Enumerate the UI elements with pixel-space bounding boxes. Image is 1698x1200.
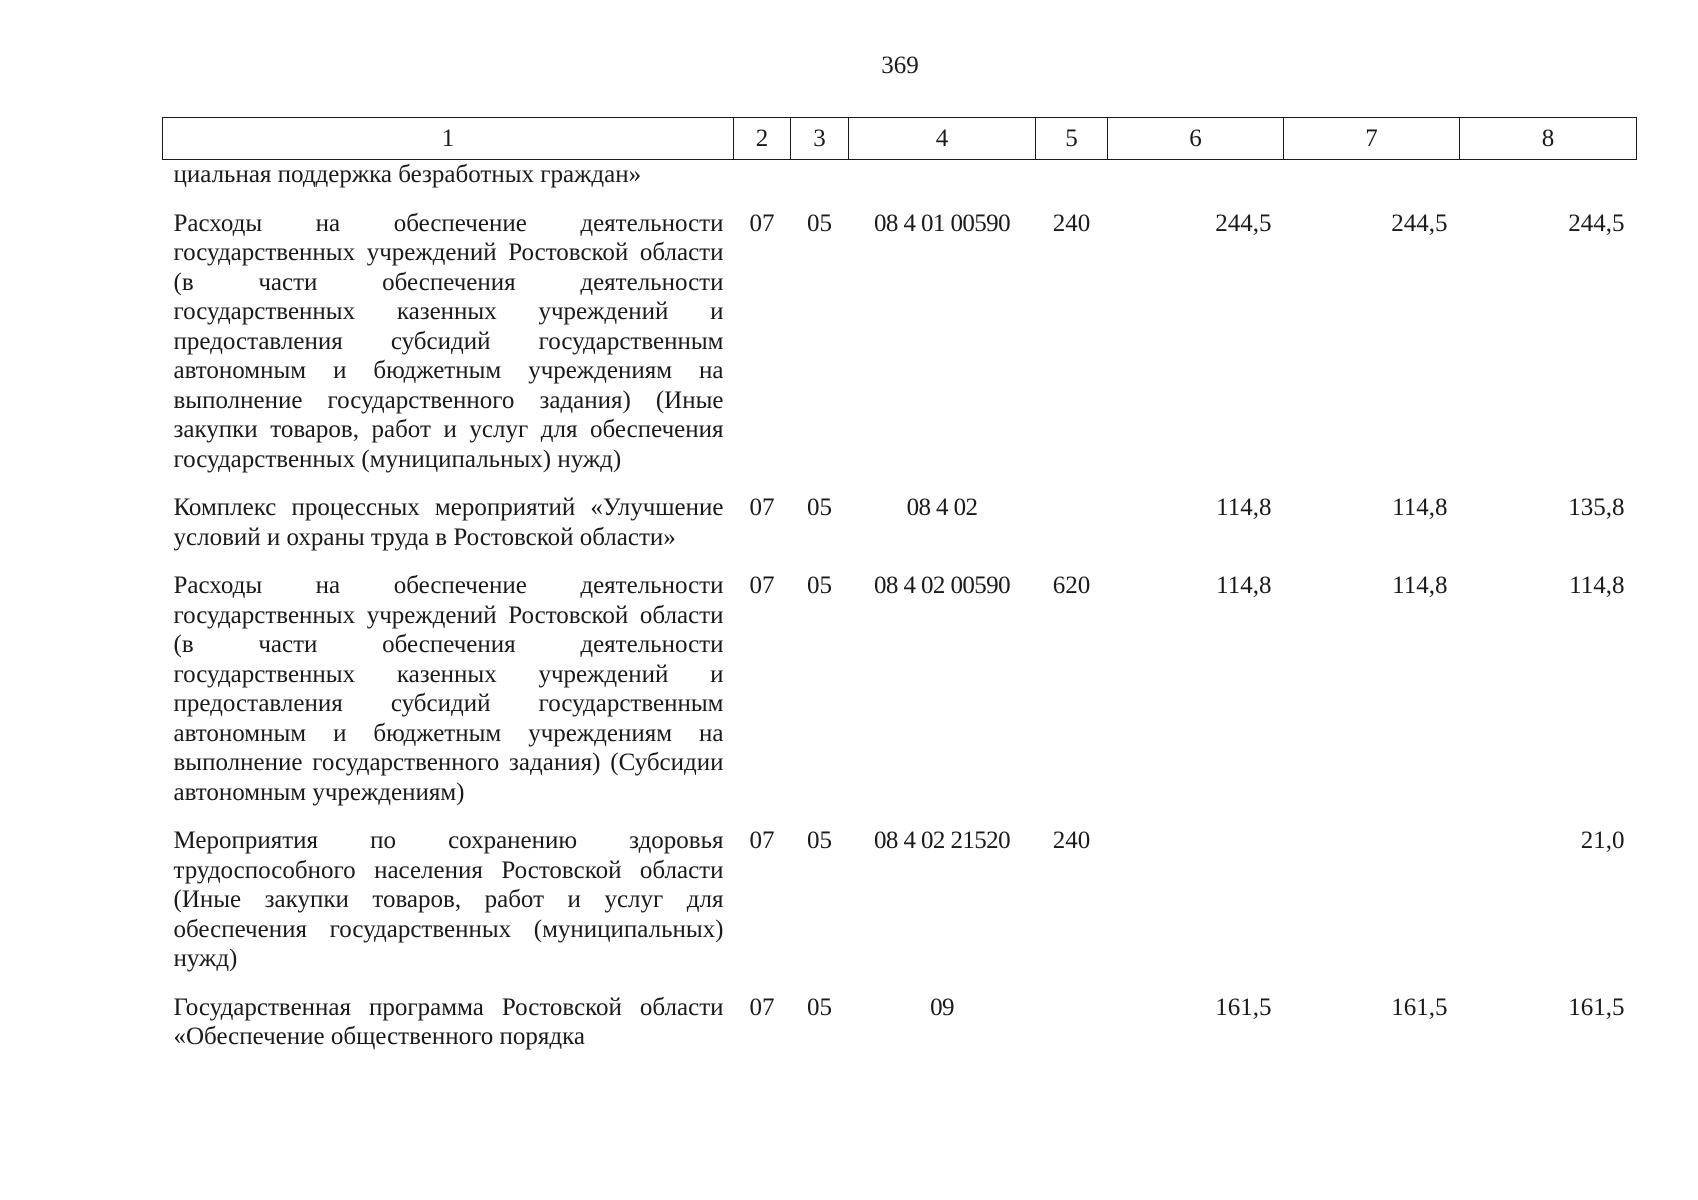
- row-expense-type: [1036, 160, 1108, 196]
- row-amount-col6: 114,8: [1216, 572, 1272, 599]
- budget-table: [162, 117, 1637, 1058]
- row-expense-type: 240: [1052, 209, 1091, 237]
- col-header-3: 3: [791, 118, 849, 160]
- row-subsection: 05: [807, 827, 832, 854]
- table-row: [163, 813, 1637, 980]
- row-subsection: 05: [807, 993, 832, 1021]
- row-amount-col7: [1284, 813, 1460, 980]
- row-target-code: 08 4 02 00590: [874, 572, 1010, 599]
- row-section: 07: [749, 209, 775, 237]
- row-expense-type: [1036, 980, 1108, 1058]
- row-amount-col8: [1460, 160, 1637, 196]
- row-name: Мероприятия по сохранению здоровья трудоспособного населения Ростовской области (Иные закупки товаров, работ и услуг для обеспечения государственных (муниципальных) нужд): [173, 827, 724, 972]
- table-row: [163, 558, 1637, 813]
- row-amount-col8: 21,0: [1580, 827, 1625, 854]
- row-subsection: 05: [807, 209, 832, 237]
- row-amount-col6: 244,5: [1215, 209, 1272, 237]
- row-amount-col7: 161,5: [1391, 993, 1448, 1021]
- row-amount-col6: [1108, 813, 1284, 980]
- row-subsection: 05: [807, 494, 832, 521]
- page-number: 369: [881, 52, 919, 79]
- row-amount-col8: 161,5: [1568, 993, 1625, 1021]
- row-expense-type: 620: [1052, 572, 1091, 599]
- row-section: 07: [749, 494, 775, 521]
- row-section: [734, 160, 791, 196]
- col-header-6: 6: [1108, 118, 1284, 160]
- row-amount-col8: 244,5: [1568, 209, 1625, 237]
- table-row: [163, 480, 1637, 558]
- row-amount-col6: 161,5: [1215, 993, 1272, 1021]
- table-row: [163, 196, 1637, 481]
- row-expense-type: [1036, 480, 1108, 558]
- row-amount-col6: [1108, 160, 1284, 196]
- col-header-1: 1: [163, 118, 734, 160]
- row-subsection: [791, 160, 849, 196]
- row-amount-col7: 114,8: [1392, 494, 1448, 521]
- row-subsection: 05: [807, 572, 832, 599]
- row-section: 07: [749, 572, 775, 599]
- row-amount-col7: [1284, 160, 1460, 196]
- table-row: [163, 160, 1637, 196]
- row-amount-col8: 135,8: [1568, 494, 1625, 521]
- row-name: Комплекс процессных мероприятий «Улучшение условий и охраны труда в Ростовской области»: [173, 494, 724, 551]
- row-amount-col6: 114,8: [1216, 494, 1272, 521]
- row-amount-col7: 244,5: [1391, 209, 1448, 237]
- col-header-5: 5: [1036, 118, 1108, 160]
- row-section: 07: [749, 827, 775, 854]
- row-target-code: 08 4 01 00590: [874, 209, 1010, 237]
- col-header-7: 7: [1284, 118, 1460, 160]
- col-header-4: 4: [849, 118, 1036, 160]
- header-row: [163, 118, 1637, 160]
- table-row: [163, 980, 1637, 1058]
- row-target-code: 09: [930, 993, 954, 1021]
- row-amount-col8: 114,8: [1569, 572, 1625, 599]
- row-amount-col7: 114,8: [1392, 572, 1448, 599]
- row-target-code: 08 4 02: [906, 494, 978, 521]
- row-name: Государственная программа Ростовской области «Обеспечение общественного порядка: [173, 993, 724, 1050]
- row-name: Расходы на обеспечение деятельности государственных учреждений Ростовской области (в части обеспечения деятельности государственных казенных учреждений и предоставления субсидий государственным автономным и бюджетным учреждениям на выполнение государственного задания) (Субсидии автономным учреждениям): [173, 572, 724, 806]
- row-target-code: [849, 160, 1036, 196]
- row-target-code: 08 4 02 21520: [874, 827, 1010, 854]
- col-header-8: 8: [1460, 118, 1637, 160]
- col-header-2: 2: [734, 118, 791, 160]
- row-section: 07: [749, 993, 775, 1021]
- row-name: циальная поддержка безработных граждан»: [173, 161, 642, 188]
- row-expense-type: 240: [1052, 827, 1091, 854]
- row-name: Расходы на обеспечение деятельности государственных учреждений Ростовской области (в части обеспечения деятельности государственных казенных учреждений и предоставления субсидий государственным автономным и бюджетным учреждениям на выполнение государственного задания) (Иные закупки товаров, работ и услуг для обеспечения государственных (муниципальных) нужд): [173, 209, 724, 473]
